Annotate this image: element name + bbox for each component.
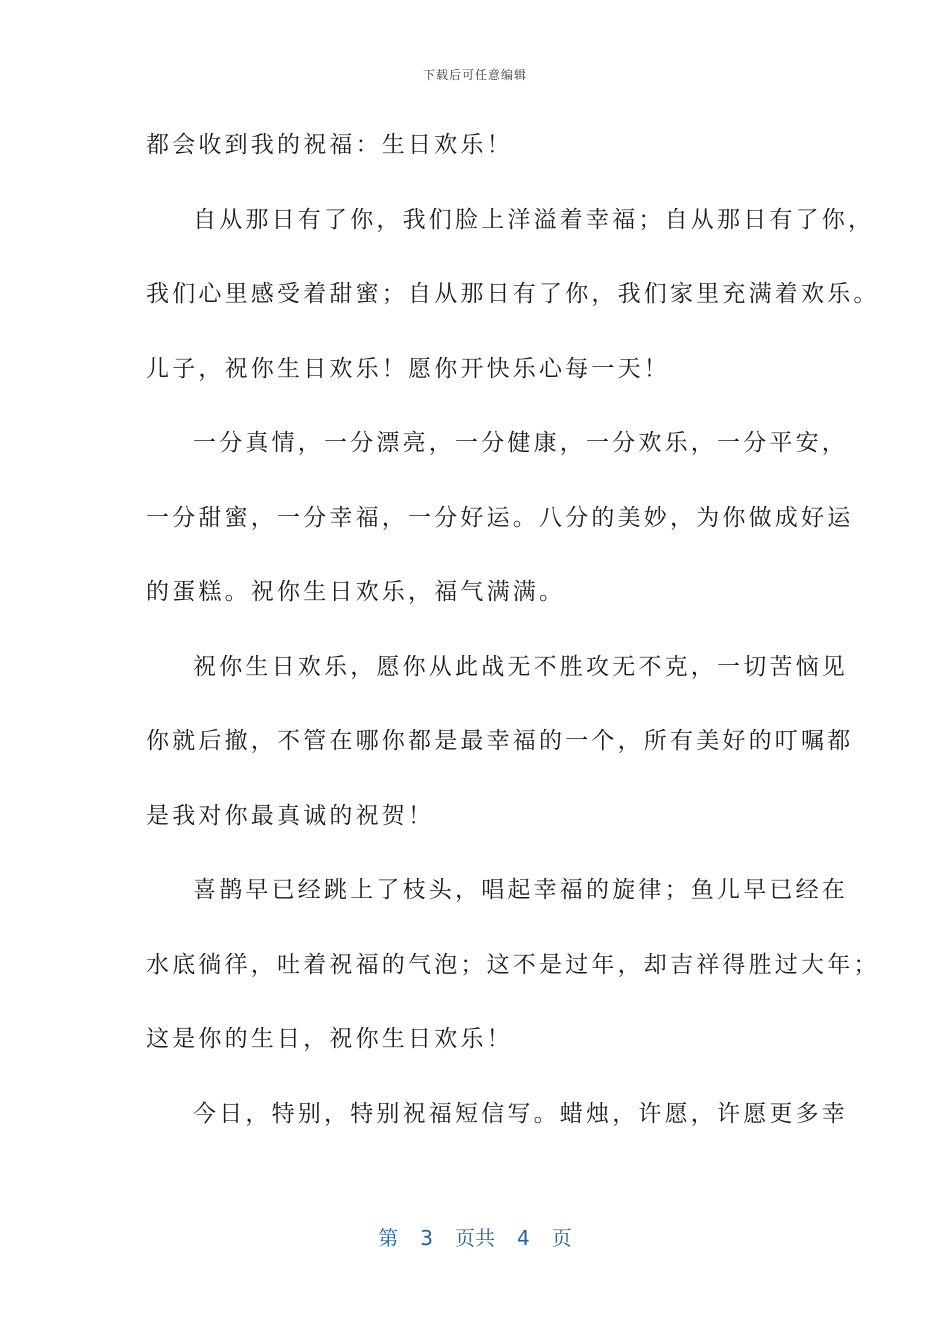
footer-middle: 页共 <box>455 1226 495 1250</box>
total-pages-number: 4 <box>517 1226 530 1250</box>
text-line: 是我对你最真诚的祝贺！ <box>146 802 435 829</box>
text-line: 水底徜徉，吐着祝福的气泡；这不是过年，却吉祥得胜过大年； <box>146 951 880 978</box>
page-header: 下载后可任意编辑 <box>422 68 527 82</box>
text-line: 一分真情，一分漂亮，一分健康，一分欢乐，一分平安， <box>193 430 848 456</box>
text-line: 都会收到我的祝福：生日欢乐！ <box>146 132 513 158</box>
text-line: 今日，特别，特别祝福短信写。蜡烛，许愿，许愿更多幸 <box>193 1100 848 1127</box>
text-line: 这是你的生日，祝你生日欢乐！ <box>146 1026 513 1052</box>
text-line: 我们心里感受着甜蜜；自从那日有了你，我们家里充满着欢乐。 <box>146 281 880 307</box>
document-body <box>146 118 880 1161</box>
footer-prefix: 第 <box>378 1226 399 1250</box>
page-footer <box>0 1222 950 1251</box>
footer-suffix: 页 <box>551 1226 572 1250</box>
text-line: 的蛋糕。祝你生日欢乐，福气满满。 <box>146 579 566 605</box>
text-line: 一分甜蜜，一分幸福，一分好运。八分的美妙，为你做成好运 <box>146 504 854 531</box>
text-line: 祝你生日欢乐，愿你从此战无不胜攻无不克，一切苦恼见 <box>193 653 848 680</box>
text-line: 你就后撤，不管在哪你都是最幸福的一个，所有美好的叮嘱都 <box>146 728 854 754</box>
text-line: 儿子，祝你生日欢乐！愿你开快乐心每一天！ <box>146 355 670 382</box>
text-line: 喜鹊早已经跳上了枝头，唱起幸福的旋律；鱼儿早已经在 <box>193 877 848 903</box>
current-page-number: 3 <box>420 1226 433 1250</box>
text-line: 自从那日有了你，我们脸上洋溢着幸福；自从那日有了你， <box>193 206 875 233</box>
